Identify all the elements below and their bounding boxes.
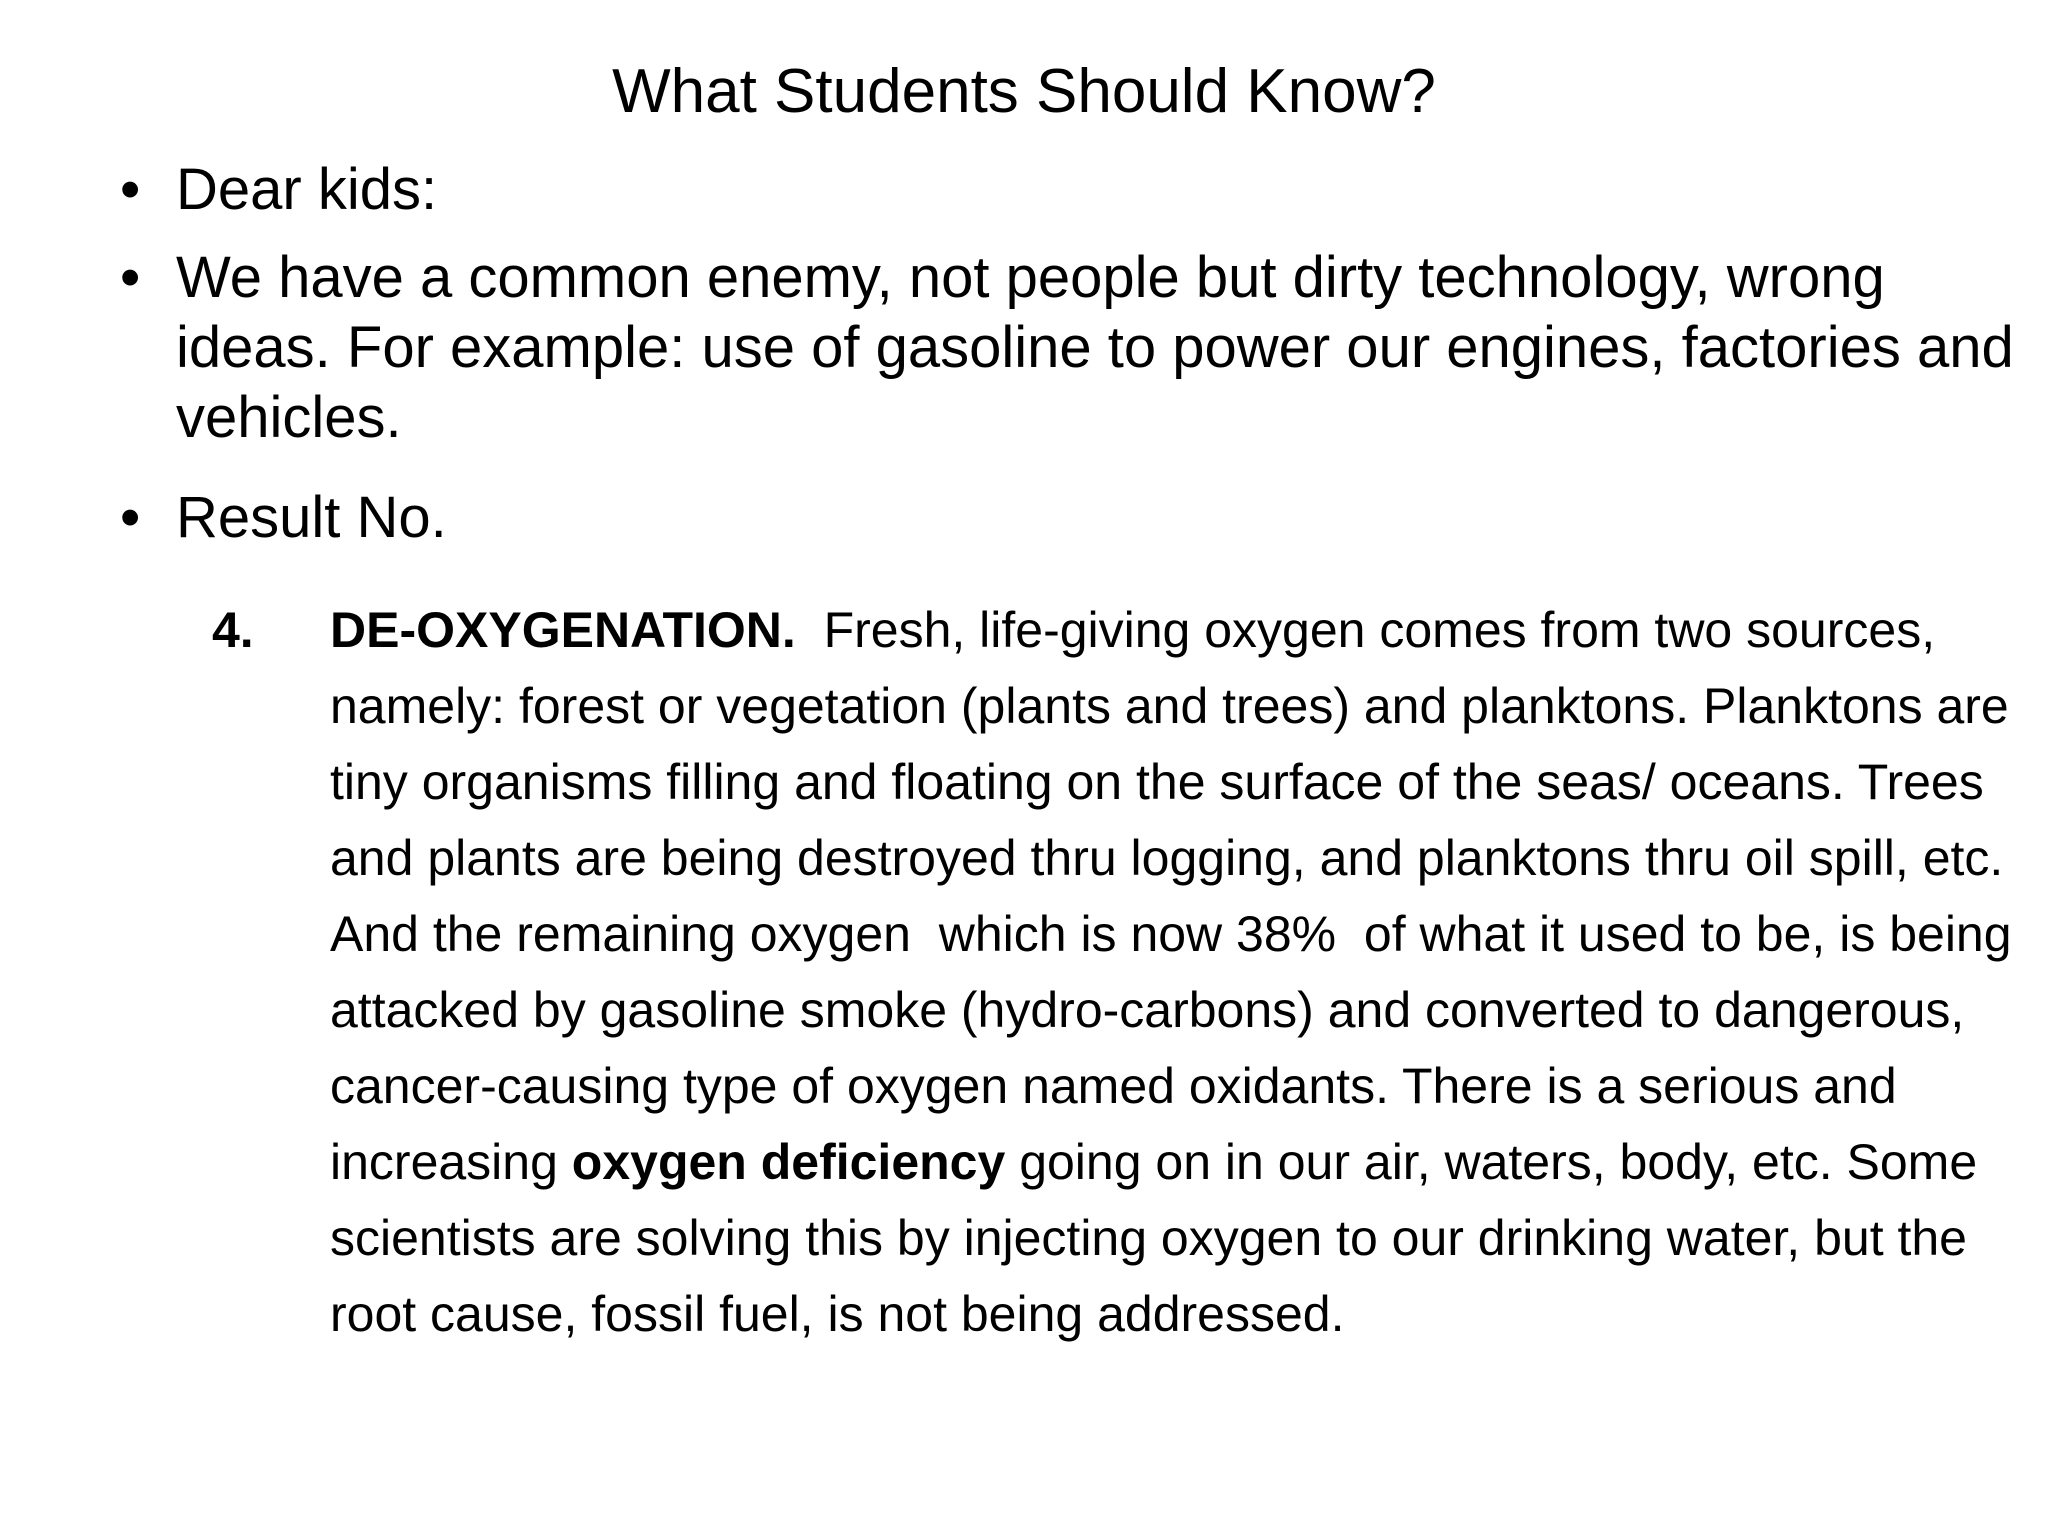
bullet-list [120, 155, 2040, 553]
bullet-text: We have a common enemy, not people but dirty technology, wrong ideas. For example: use of gasoline to power our engines, factories and vehicles. [176, 245, 2014, 450]
bullet-item [120, 155, 2040, 225]
bullet-text: Result No. [176, 485, 447, 550]
item-emphasis: oxygen deficiency [571, 1134, 1006, 1190]
item-paragraph [330, 592, 2032, 1352]
slide-title: What Students Should Know? [612, 57, 1436, 126]
item-heading: DE-OXYGENATION. [330, 602, 796, 658]
item-number: 4. [212, 602, 254, 658]
bullet-dot-icon: • [120, 245, 141, 310]
bullet-item [120, 243, 2040, 453]
item-text-part1: Fresh, life-giving oxygen comes from two sources, namely: forest or vegetation (plants and trees) and planktons. Planktons are tiny organisms filling and floating on the surface of the seas/ oceans. Trees and plants are being destroyed thru logging, and planktons thru oil spill, etc. And the remaining oxygen which is now 38% of what it used to be, is being attacked by gasoline smoke (hydro-carbons) and converted to dangerous, cancer-causing type of oxygen named oxidants. There is a serious and increasing [330, 602, 2026, 1190]
bullet-text: Dear kids: [176, 157, 438, 222]
bullet-item [120, 483, 2040, 553]
numbered-item [212, 592, 2032, 1352]
item-text-part2: going on in our air, waters, body, etc. Some scientists are solving this by injecting oxygen to our drinking water, but the root cause, fossil fuel, is not being addressed. [330, 1134, 1978, 1342]
bullet-dot-icon: • [120, 485, 141, 550]
bullet-dot-icon: • [120, 157, 141, 222]
